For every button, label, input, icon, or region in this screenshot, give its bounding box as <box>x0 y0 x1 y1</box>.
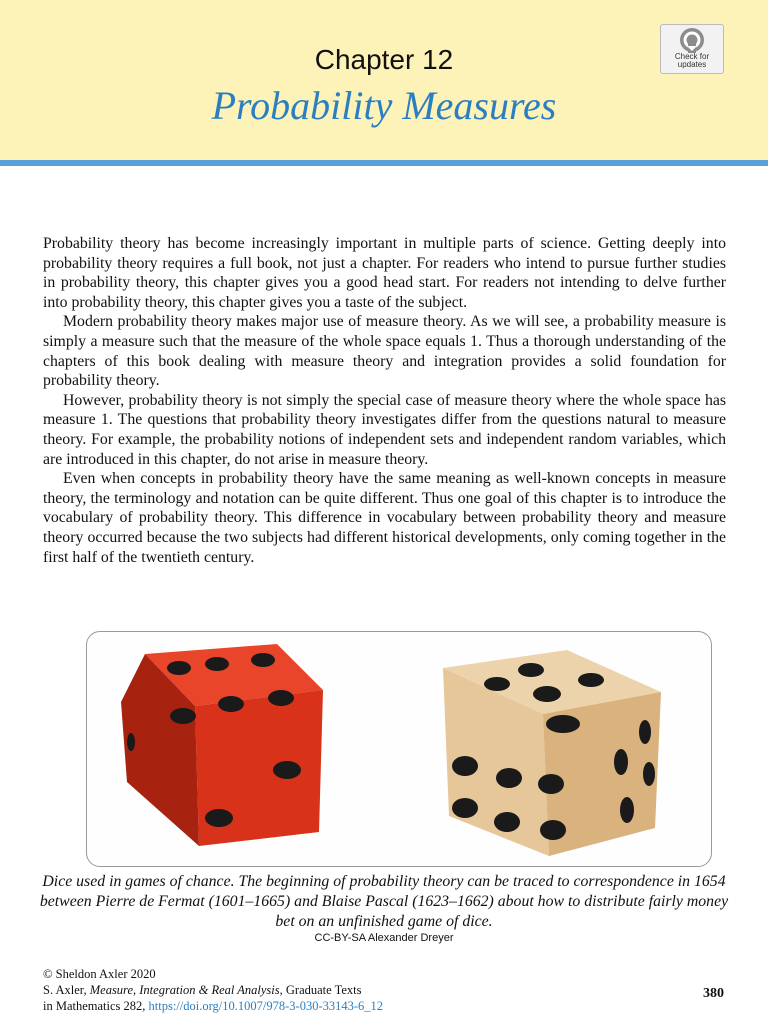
series-text: in Mathematics 282, <box>43 999 149 1013</box>
doi-link[interactable]: https://doi.org/10.1007/978-3-030-33143-6_12 <box>148 999 384 1013</box>
citation-prefix: S. Axler, <box>43 983 90 997</box>
check-for-updates-icon <box>679 27 705 53</box>
check-for-updates-badge[interactable] <box>660 24 724 74</box>
page-number: 380 <box>703 986 724 1001</box>
check-for-updates-label: Check for updates <box>674 52 710 69</box>
chapter-intro <box>43 234 726 567</box>
citation-line <box>43 982 603 998</box>
book-title: Measure, Integration & Real Analysis <box>89 983 280 997</box>
red-die <box>121 644 323 846</box>
wooden-die <box>443 650 661 856</box>
chapter-header <box>0 0 768 166</box>
page-footer <box>43 966 603 1014</box>
figure-caption: Dice used in games of chance. The beginning of probability theory can be traced to correspondence in 1654 between Pierre de Fermat (1601–1665) and Blaise Pascal (1623–1662) about how to distribute fairly money bet on an unfinished game of dice. <box>39 873 729 930</box>
series-line <box>43 998 603 1014</box>
image-credit: CC-BY-SA Alexander Dreyer <box>314 932 454 944</box>
citation-suffix: , Graduate Texts <box>279 983 362 997</box>
copyright: © Sheldon Axler 2020 <box>43 967 156 981</box>
chapter-title: Probability Measures <box>211 83 557 128</box>
paragraph-2: Modern probability theory makes major use of measure theory. As we will see, a probability measure is simply a measure such that the measure of the whole space equals 1. Thus a thorough understanding of the chapters of this book dealing with measure theory and integration provides a solid foundation for probability theory. <box>43 313 726 390</box>
dice-illustration <box>87 632 711 866</box>
paragraph-4: Even when concepts in probability theory have the same meaning as well-known concepts in measure theory, the terminology and notation can be quite different. Thus one goal of this chapter is to introduce the vocabulary of probability theory. This difference in vocabulary between probability theory and measure theory occurred because the two subjects had different historical developments, only coming together in the first half of the twentieth century. <box>43 470 726 566</box>
chapter-label: Chapter 12 <box>314 44 454 75</box>
paragraph-3: However, probability theory is not simply the special case of measure theory where the whole space has measure 1. The questions that probability theory investigates differ from the questions natural to measure theory. For example, the probability notions of independent sets and independent random variables, which are introduced in this chapter, do not arise in measure theory. <box>43 391 726 468</box>
dice-photo <box>86 631 712 867</box>
paragraph-1: Probability theory has become increasingly important in multiple parts of science. Getting deeply into probability theory requires a full book, not just a chapter. For readers who intend to pursue further studies in probability theory, this chapter gives you a good head start. For readers not intending to delve further into probability theory, this chapter gives you a taste of the subject. <box>43 235 726 311</box>
